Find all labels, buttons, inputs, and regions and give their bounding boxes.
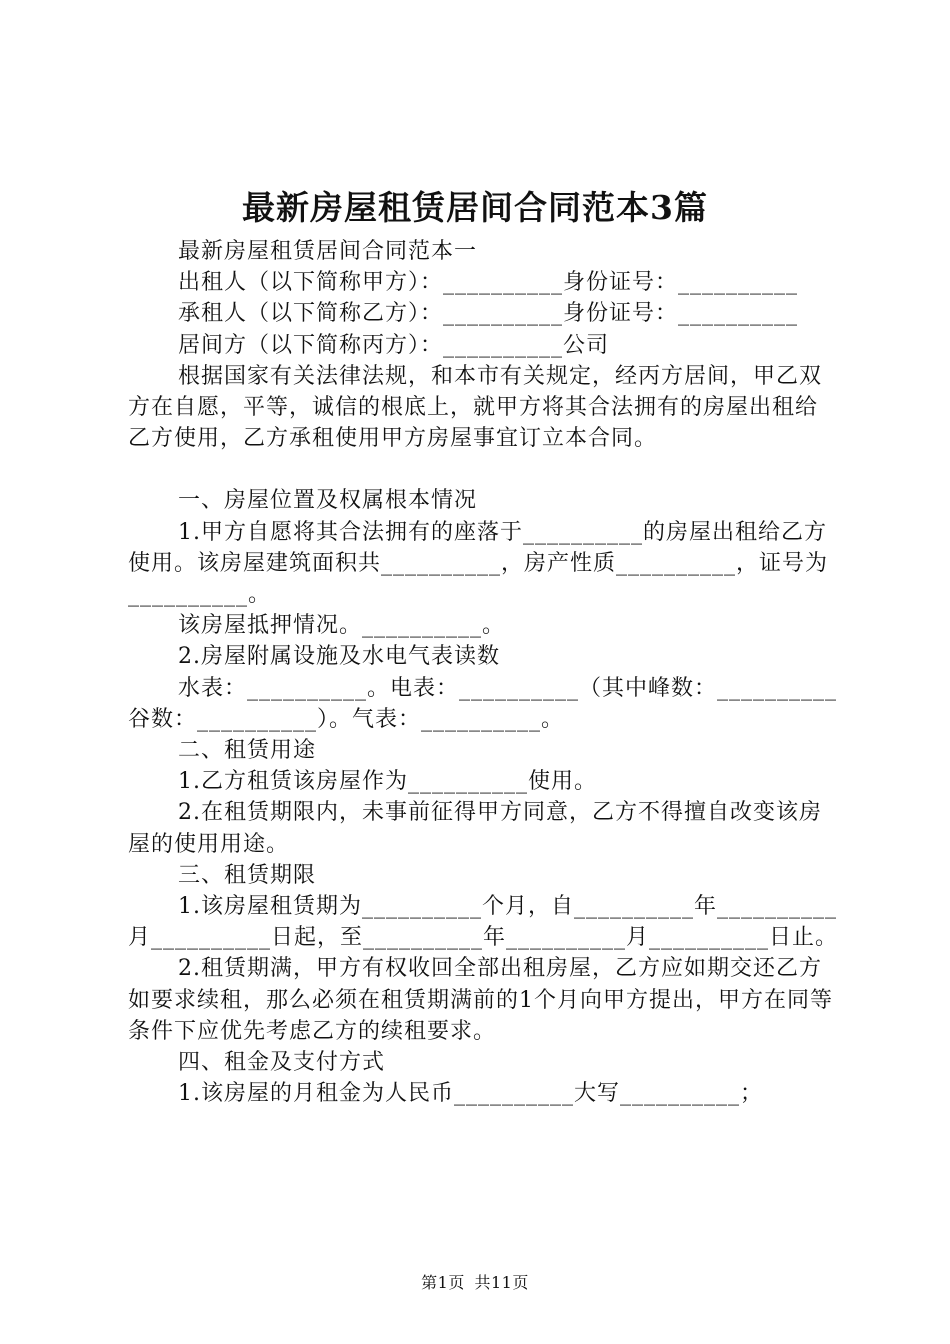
clause-2-2: 2.在租赁期限内，未事前征得甲方同意，乙方不得擅自改变该房屋的使用用途。: [128, 800, 822, 857]
clause-3-2: 2.租赁期满，甲方有权收回全部出租房屋，乙方应如期交还乙方如要求续租，那么必须在租赁期满前的1个月向甲方提出，甲方在同等条件下应优先考虑乙方的续租要求。: [128, 956, 833, 1044]
clause-1-1: 1.甲方自愿将其合法拥有的座落于__________的房屋出租给乙方使用。该房屋建筑面积共__________，房产性质__________，证号为__________。: [128, 519, 829, 608]
clause-3-1: 1.该房屋租赁期为__________个月，自__________年__________月__________日起，至__________年__________月__________日止。: [128, 894, 839, 951]
document-body: [128, 236, 838, 1109]
clause-1-2: 2.房屋附属设施及水电气表读数: [178, 644, 500, 670]
mortgage-line: 该房屋抵押情况。__________。: [178, 613, 506, 639]
clause-4-1: 1.该房屋的月租金为人民币__________大写__________；: [178, 1081, 763, 1107]
section-heading-2: 二、租赁用途: [178, 738, 317, 764]
page-total: 共11页: [474, 1273, 529, 1292]
page-footer: [0, 1270, 950, 1293]
section-heading-1: 一、房屋位置及权属根本情况: [178, 488, 478, 514]
lessee-line: 承租人（以下简称乙方）：__________身份证号：__________: [178, 301, 799, 327]
section-subtitle: 最新房屋租赁居间合同范本一: [178, 239, 478, 264]
section-heading-4: 四、租金及支付方式: [178, 1050, 386, 1076]
preamble-paragraph: 根据国家有关法律法规，和本市有关规定，经丙方居间，甲乙双方在自愿，平等，诚信的根底上，就甲方将其合法拥有的房屋出租给乙方使用，乙方承租使用甲方房屋事宜订立本合同。: [128, 363, 823, 452]
clause-2-1: 1.乙方租赁该房屋作为__________使用。: [178, 769, 597, 795]
meter-readings: 水表：__________。电表：__________（其中峰数：__________谷数：__________）。气表：__________。: [128, 675, 838, 732]
paragraph-gap: [128, 454, 838, 485]
lessor-line: 出租人（以下简称甲方）：__________身份证号：__________: [178, 270, 799, 296]
page-number: 第1页: [421, 1273, 465, 1292]
intermediary-line: 居间方（以下简称丙方）：__________公司: [178, 332, 610, 358]
document-title: 最新房屋租赁居间合同范本3篇: [242, 188, 708, 227]
section-heading-3: 三、租赁期限: [178, 862, 317, 888]
